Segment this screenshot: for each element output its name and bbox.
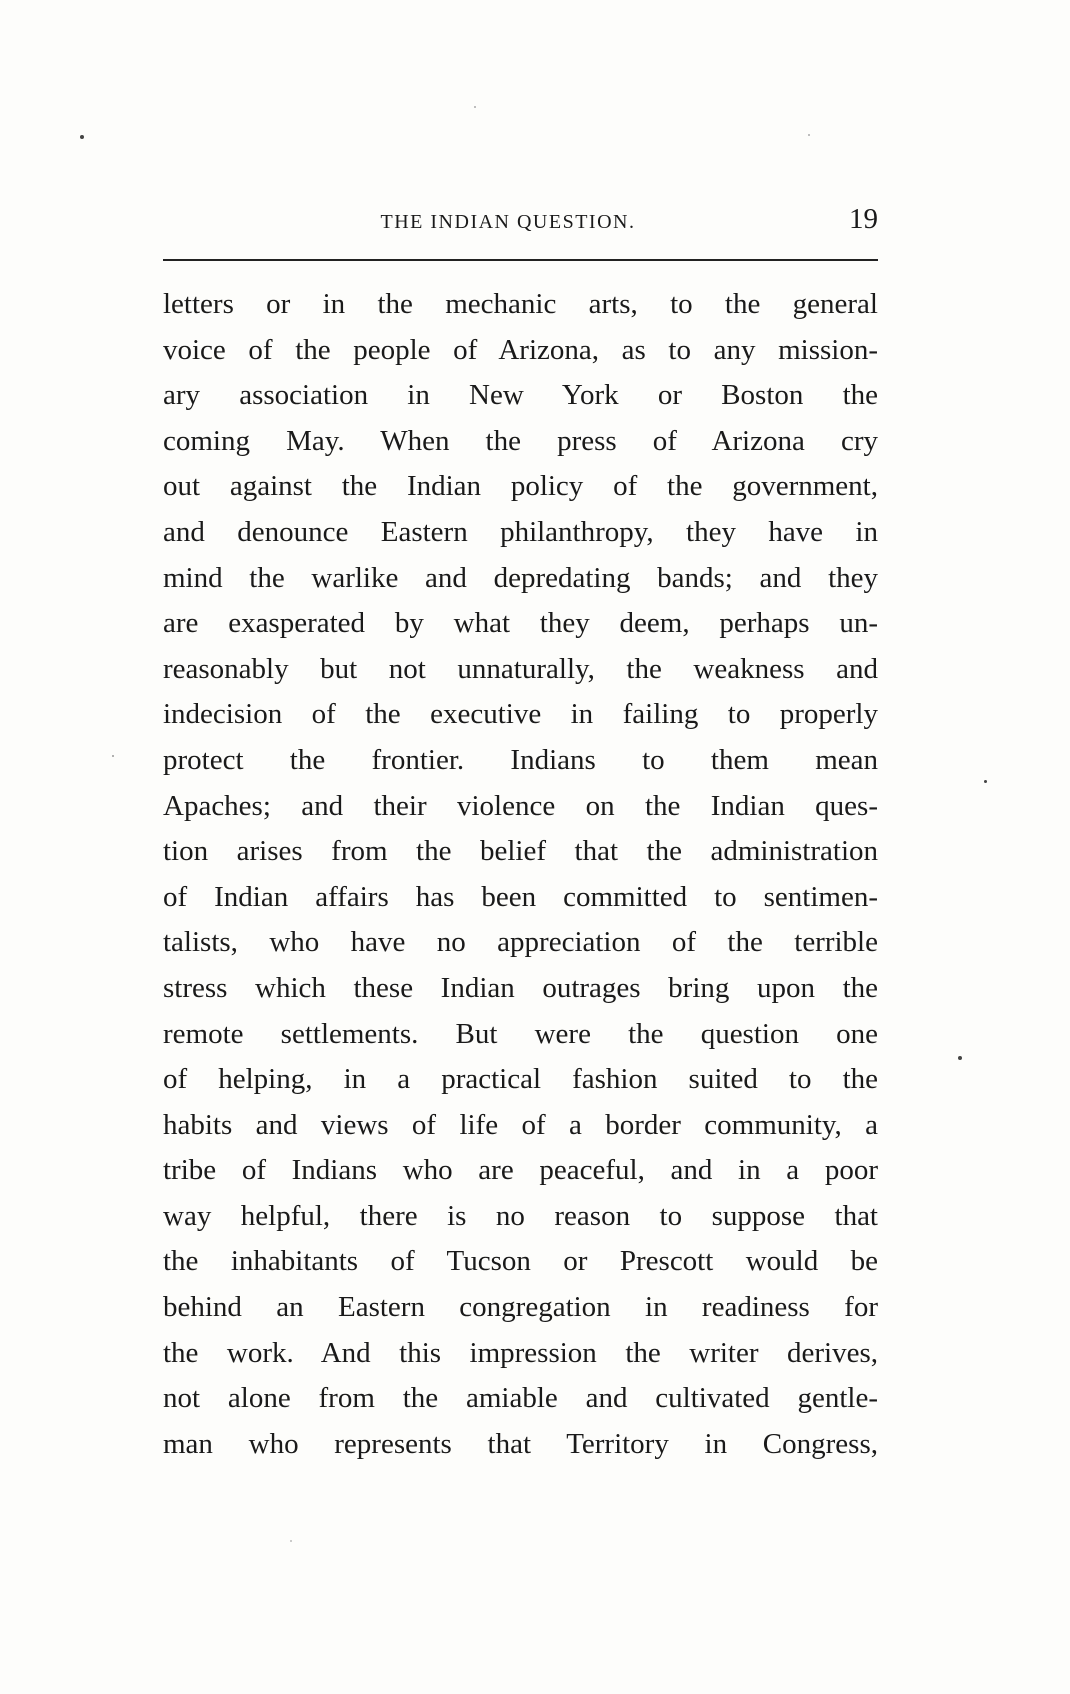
- text-line: way helpful, there is no reason to suppose that: [163, 1199, 878, 1232]
- text-line: stress which these Indian outrages bring upon the: [163, 971, 878, 1004]
- header-rule: [163, 259, 878, 261]
- running-title: THE INDIAN QUESTION.: [380, 211, 636, 233]
- text-line: man who represents that Territory in Congress,: [163, 1427, 878, 1460]
- scan-speck: [290, 1540, 292, 1542]
- text-line: habits and views of life of a border community, a: [163, 1108, 878, 1141]
- text-line: and denounce Eastern philanthropy, they have in: [163, 515, 878, 548]
- text-line: out against the Indian policy of the government,: [163, 470, 878, 503]
- scan-speck: [808, 134, 810, 136]
- text-line: of helping, in a practical fashion suited to the: [163, 1063, 878, 1096]
- text-line: reasonably but not unnaturally, the weakness and: [163, 652, 878, 685]
- text-line: protect the frontier. Indians to them mean: [163, 743, 878, 776]
- page-number: 19: [849, 203, 878, 235]
- text-line: coming May. When the press of Arizona cry: [163, 424, 878, 457]
- scan-speck: [474, 106, 476, 108]
- running-head: [163, 203, 878, 243]
- text-line: letters or in the mechanic arts, to the general: [163, 288, 878, 320]
- text-line: the inhabitants of Tucson or Prescott would be: [163, 1245, 878, 1278]
- scan-speck: [80, 135, 84, 139]
- text-line: voice of the people of Arizona, as to any mission-: [163, 333, 878, 366]
- text-line: mind the warlike and depredating bands; and they: [163, 561, 878, 594]
- text-line: remote settlements. But were the question one: [163, 1017, 878, 1050]
- text-line: ary association in New York or Boston the: [163, 379, 878, 412]
- scan-speck: [112, 755, 114, 757]
- text-line: not alone from the amiable and cultivated gentle-: [163, 1382, 878, 1415]
- text-line: the work. And this impression the writer derives,: [163, 1336, 878, 1369]
- text-line: tribe of Indians who are peaceful, and in a poor: [163, 1154, 878, 1187]
- scan-speck: [984, 780, 987, 783]
- scan-speck: [958, 1056, 962, 1060]
- text-line: behind an Eastern congregation in readiness for: [163, 1291, 878, 1324]
- text-line: of Indian affairs has been committed to sentimen-: [163, 880, 878, 913]
- text-line: talists, who have no appreciation of the terrible: [163, 926, 878, 959]
- text-line: Apaches; and their violence on the Indian ques-: [163, 789, 878, 822]
- text-line: are exasperated by what they deem, perhaps un-: [163, 607, 878, 640]
- text-line: indecision of the executive in failing to properly: [163, 698, 878, 731]
- body-text: [163, 282, 878, 1467]
- text-line: tion arises from the belief that the administration: [163, 835, 878, 868]
